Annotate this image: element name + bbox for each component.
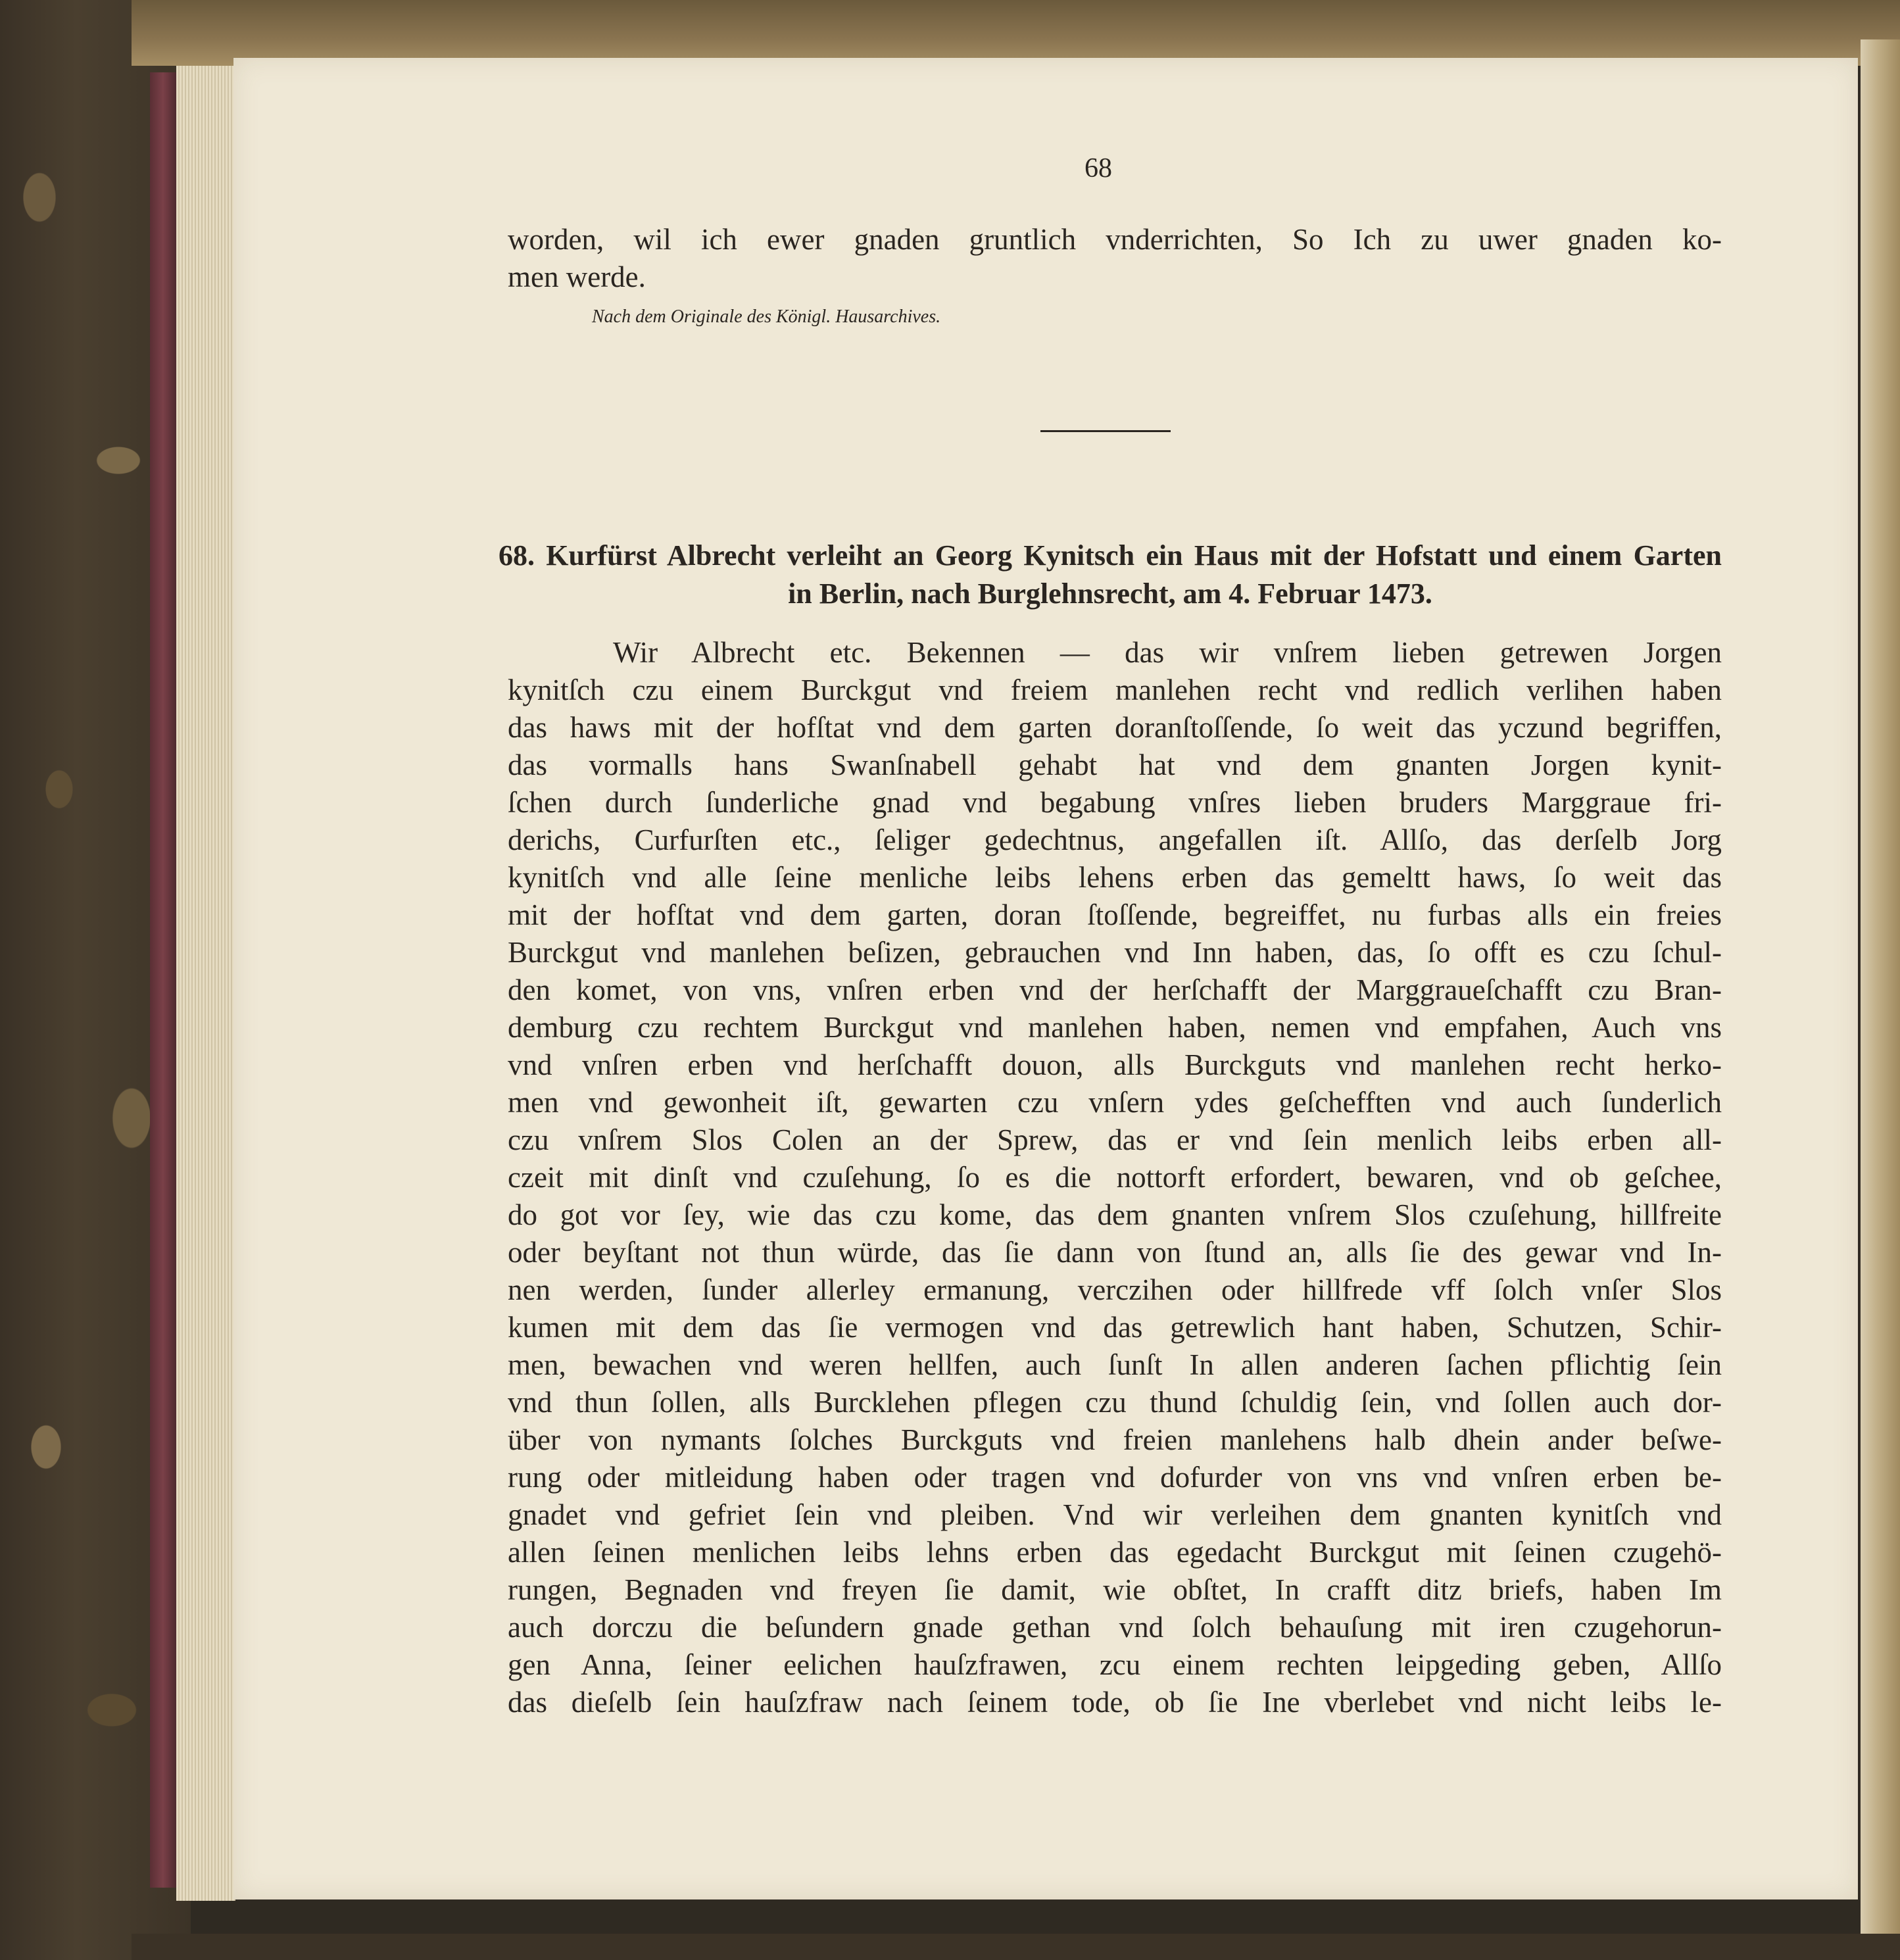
body-line: über von nymants ſolches Burckguts vnd freien manlehens halb dhein ander beſwe- [508,1423,1722,1456]
body-line: kynitſch czu einem Burckgut vnd freiem manlehen recht vnd redlich verlihen haben [508,674,1722,706]
body-line: czu vnſrem Slos Colen an der Sprew, das er vnd ſein menlich leibs erben all- [508,1123,1722,1156]
section-divider [1040,430,1171,432]
book-cover-top-edge [132,0,1900,66]
body-line: vnd thun ſollen, alls Burcklehen pflegen czu thund ſchuldig ſein, vnd ſollen auch dor- [508,1386,1722,1419]
body-line: rungen, Begnaden vnd freyen ſie damit, wie obſtet, In crafft ditz briefs, haben Im [508,1573,1722,1606]
source-note: Nach dem Originale des Königl. Hausarchives. [592,306,941,327]
body-line: auch dorczu die beſundern gnade gethan vnd ſolch behauſung mit iren czugehorun- [508,1611,1722,1644]
body-line: allen ſeinen menlichen leibs lehns erben das egedacht Burckgut mit ſeinen czugehö- [508,1536,1722,1569]
continuation-line: men werde. [508,260,646,293]
body-line: kumen mit dem das ſie vermogen vnd das getrewlich hant haben, Schutzen, Schir- [508,1311,1722,1344]
body-line: vnd vnſren erben vnd herſchafft douon, alls Burckguts vnd manlehen recht herko- [508,1048,1722,1081]
body-line: gnadet vnd gefriet ſein vnd pleiben. Vnd wir verleihen dem gnanten kynitſch vnd [508,1498,1722,1531]
body-line: mit der hofſtat vnd dem garten, doran ſtoſſende, begreiffet, nu furbas alls ein freies [508,898,1722,931]
body-line: demburg czu rechtem Burckgut vnd manlehen haben, nemen vnd empfahen, Auch vns [508,1011,1722,1044]
body-line: oder beyſtant not thun würde, das ſie dann von ſtund an, alls ſie des gewar vnd In- [508,1236,1722,1269]
document-heading [499,537,1722,613]
book-cover-bottom-edge [132,1934,1900,1960]
body-line: das haws mit der hofſtat vnd dem garten doranſtoſſende, ſo weit das yczund begriffen, [508,711,1722,744]
page-number: 68 [1084,153,1112,184]
body-line: das vormalls hans Swanſnabell gehabt hat vnd dem gnanten Jorgen kynit- [508,748,1722,781]
body-line: do got vor ſey, wie das czu kome, das dem gnanten vnſrem Slos czuſehung, hillfreite [508,1198,1722,1231]
document-body [508,634,1722,1721]
page-block-edges [176,66,235,1901]
body-line: das dieſelb ſein hauſzfraw nach ſeinem tode, ob ſie Ine vberlebet vnd nicht leibs le- [508,1686,1722,1719]
book-spine [150,72,176,1888]
continuation-text [508,221,1722,296]
body-line: den komet, von vns, vnſren erben vnd der herſchafft der Marggraueſchafft czu Bran- [508,973,1722,1006]
body-line: rung oder mitleidung haben oder tragen vnd dofurder von vns vnd vnſren erben be- [508,1461,1722,1494]
continuation-line: worden, wil ich ewer gnaden gruntlich vnderrichten, So Ich zu uwer gnaden ko- [508,223,1722,256]
body-line: Wir Albrecht etc. Bekennen — das wir vnſrem lieben getrewen Jorgen [613,636,1722,669]
body-line: derichs, Curfurſten etc., ſeliger gedechtnus, angefallen iſt. Allſo, das derſelb Jorg [508,823,1722,856]
body-line: czeit mit dinſt vnd czuſehung, ſo es die nottorft erfordert, bewaren, vnd ob geſchee, [508,1161,1722,1194]
body-line: men, bewachen vnd weren hellfen, auch ſunſt In allen anderen ſachen pflichtig ſein [508,1348,1722,1381]
heading-line: in Berlin, nach Burglehnsrecht, am 4. Februar 1473. [788,577,1432,610]
body-line: gen Anna, ſeiner eelichen hauſzfrawen, zcu einem rechten leipgeding geben, Allſo [508,1648,1722,1681]
book-cover-right-edge [1861,39,1900,1960]
heading-line: 68. Kurfürst Albrecht verleiht an Georg Kynitsch ein Haus mit der Hofstatt und einem Garten [499,539,1722,572]
body-line: nen werden, ſunder allerley ermanung, verczihen oder hillfrede vff ſolch vnſer Slos [508,1273,1722,1306]
body-line: kynitſch vnd alle ſeine menliche leibs lehens erben das gemeltt haws, ſo weit das [508,861,1722,894]
body-line: men vnd gewonheit iſt, gewarten czu vnſern ydes geſchefften vnd auch ſunderlich [508,1086,1722,1119]
body-line: Burckgut vnd manlehen beſizen, gebrauchen vnd Inn haben, das, ſo offt es czu ſchul- [508,936,1722,969]
body-line: ſchen durch ſunderliche gnad vnd begabung vnſres lieben bruders Marggraue fri- [508,786,1722,819]
